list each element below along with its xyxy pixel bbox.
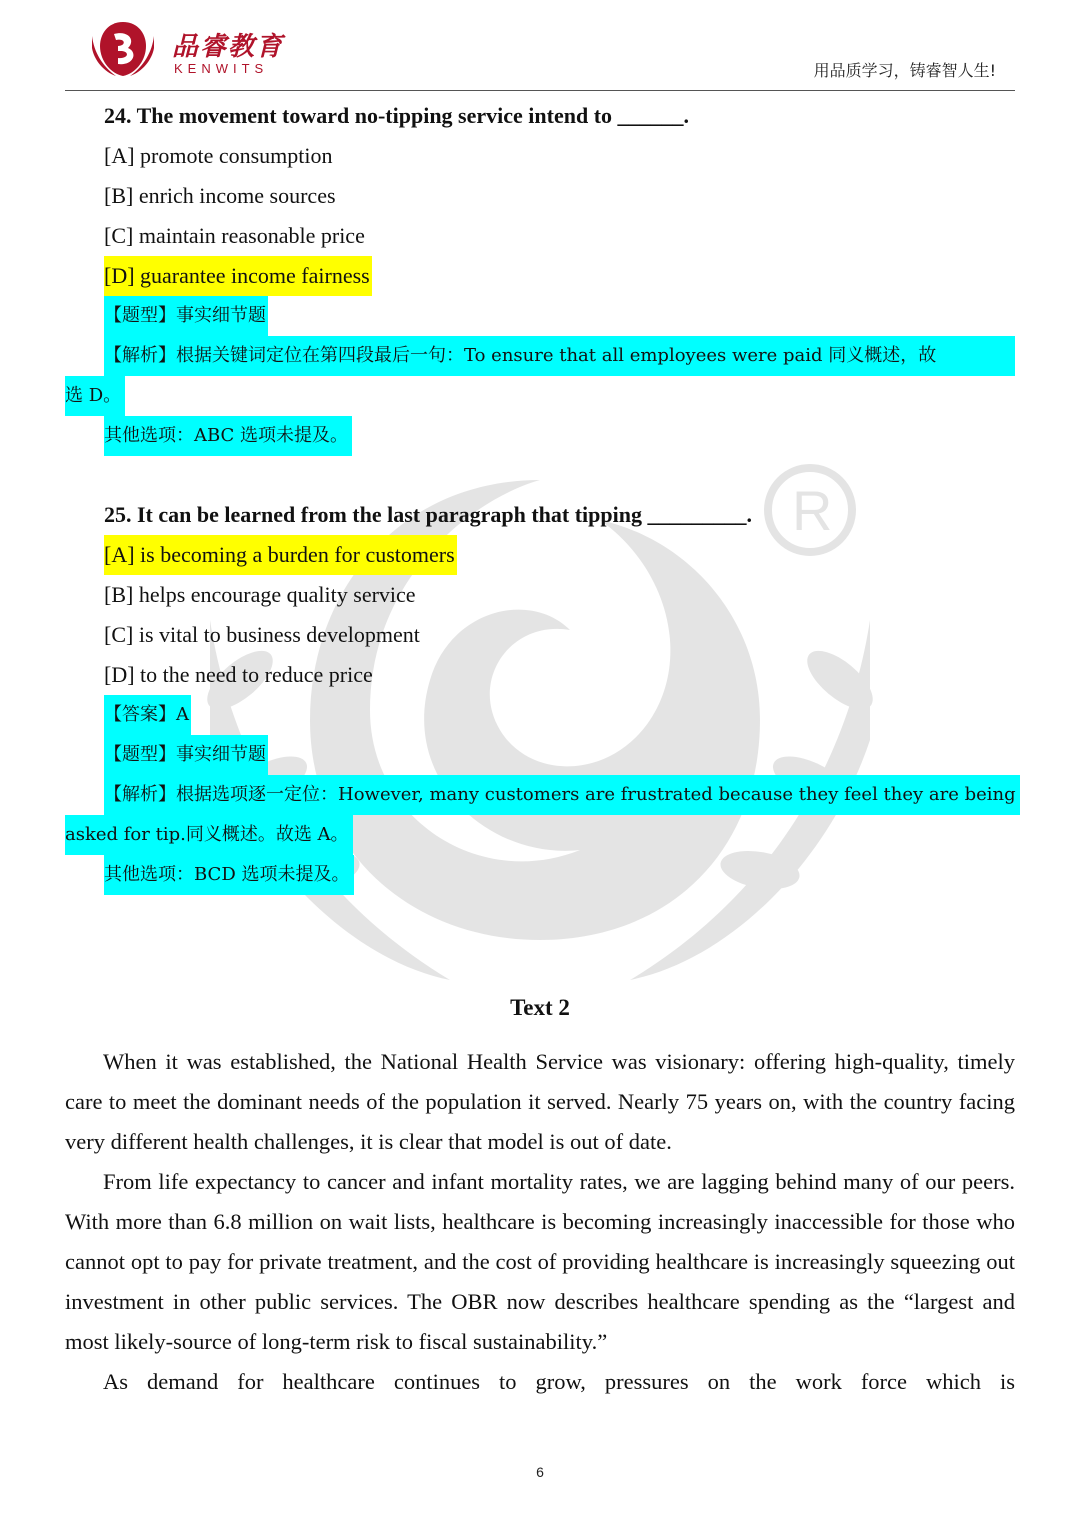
brand-name-cn: 品睿教育 [172, 32, 285, 62]
q24-question-type: 【题型】事实细节题 [104, 296, 268, 336]
text-2-body [65, 1042, 1015, 1402]
header-divider [65, 90, 1015, 91]
brand-name-en: KENWITS [174, 61, 269, 76]
q25-option-a-correct: [A] is becoming a burden for customers [104, 535, 457, 575]
text-2-paragraph-2: From life expectancy to cancer and infant mortality rates, we are lagging behind many of our peers. With more than 6.8 million on wait lists, healthcare is becoming increasingly inaccessible for those who cannot opt to pay for private treatment, and the cost of providing healthcare is increasingly squeezing out investment in other public services. The OBR now describes healthcare spending as the “largest and most likely-source of long-term risk to fiscal sustainability.” [65, 1169, 1015, 1354]
q24-option-c: [C] maintain reasonable price [104, 223, 365, 248]
q24-option-a: [A] promote consumption [104, 143, 333, 168]
text-2-paragraph-1: When it was established, the National Health Service was visionary: offering high-quality, timely care to meet the dominant needs of the population it served. Nearly 75 years on, with the country facing very different health challenges, it is clear that model is out of date. [65, 1049, 1015, 1154]
q24-other-options: 其他选项：ABC 选项未提及。 [104, 416, 352, 456]
q25-other-options: 其他选项：BCD 选项未提及。 [104, 855, 354, 895]
q25-analysis-line-2: asked for tip.同义概述。故选 A。 [65, 815, 353, 855]
q25-analysis-line-1: 【解析】根据选项逐一定位：However, many customers are frustrated because they feel they are being [104, 775, 1020, 815]
q24-option-d-correct: [D] guarantee income fairness [104, 256, 372, 296]
text-2-paragraph-3: As demand for healthcare continues to grow, pressures on the work force which is [103, 1369, 1015, 1394]
page-number: 6 [536, 1464, 544, 1480]
q24-option-b: [B] enrich income sources [104, 183, 336, 208]
svg-text:R: R [792, 479, 833, 542]
q24-analysis-line-1: 【解析】根据关键词定位在第四段最后一句：To ensure that all employees were paid 同义概述，故 [104, 336, 1015, 376]
section-title-text-2: Text 2 [510, 995, 570, 1020]
kenwits-logo-icon [88, 18, 158, 80]
q25-question-type: 【题型】事实细节题 [104, 735, 268, 775]
q24-analysis-line-2: 选 D。 [65, 376, 125, 416]
q25-option-c: [C] is vital to business development [104, 622, 420, 647]
q25-option-b: [B] helps encourage quality service [104, 582, 416, 607]
q25-answer: 【答案】A [104, 695, 191, 735]
q25-option-d: [D] to the need to reduce price [104, 662, 373, 687]
question-25-title: 25. It can be learned from the last paragraph that tipping _________. [104, 502, 752, 527]
question-24-title: 24. The movement toward no-tipping service intend to ______. [104, 103, 690, 128]
header-slogan: 用品质学习，铸睿智人生! [813, 61, 996, 80]
